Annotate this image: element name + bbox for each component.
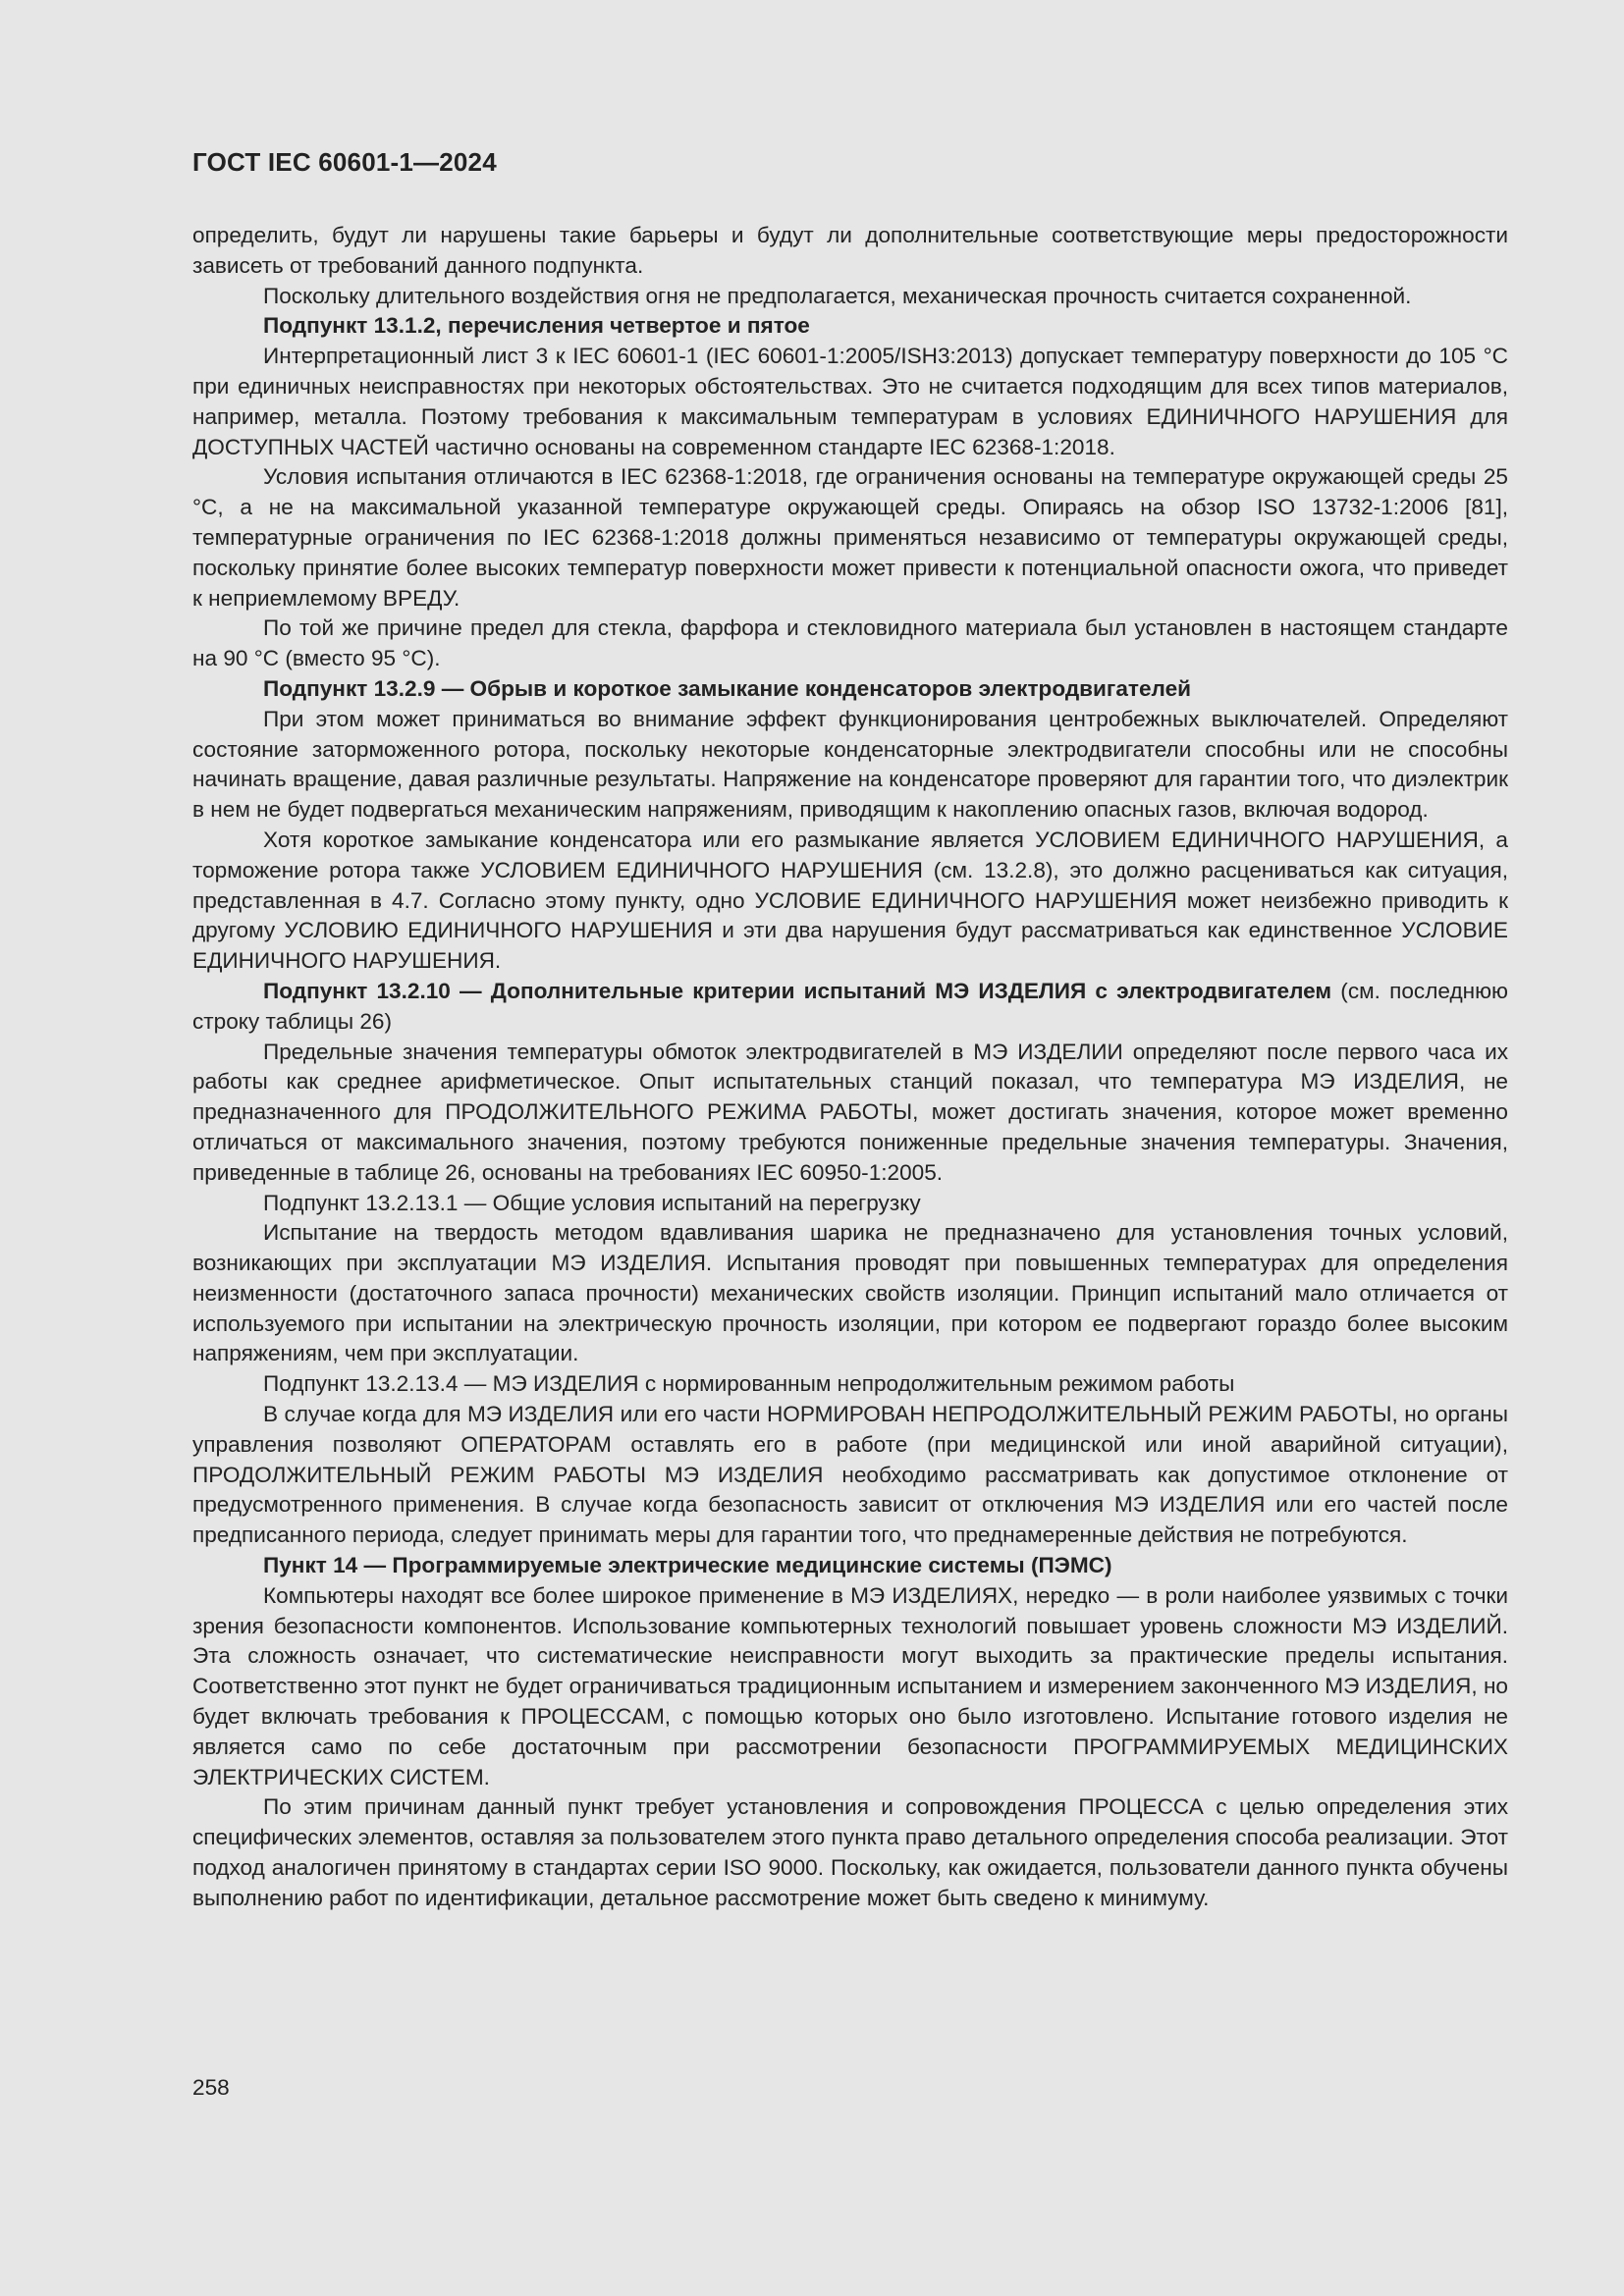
section-heading: Подпункт 13.2.9 — Обрыв и короткое замыкание конденсаторов электродвигателей	[263, 675, 1192, 701]
document-body	[192, 221, 1508, 1914]
section-heading: Подпункт 13.1.2, перечисления четвертое и пятое	[263, 313, 810, 339]
paragraph: Поскольку длительного воздействия огня не предполагается, механическая прочность считается сохраненной.	[263, 283, 1412, 308]
paragraph: Хотя короткое замыкание конденсатора или его размыкание является УСЛОВИЕМ ЕДИНИЧНОГО НАРУШЕНИЯ, а торможение ротора также УСЛОВИЕМ ЕДИНИЧНОГО НАРУШЕНИЯ (см. 13.2.8), это должно расцениваться как ситуация, представленная в 4.7. Согласно этому пункту, одно УСЛОВИЕ ЕДИНИЧНОГО НАРУШЕНИЯ может неизбежно приводить к другому УСЛОВИЮ ЕДИНИЧНОГО НАРУШЕНИЯ и эти два нарушения будут рассматриваться как единственное УСЛОВИЕ ЕДИНИЧНОГО НАРУШЕНИЯ.	[192, 827, 1508, 974]
section-heading	[192, 977, 1508, 1038]
paragraph: определить, будут ли нарушены такие барьеры и будут ли дополнительные соответствующие меры предосторожности зависеть от требований данного подпункта.	[192, 223, 1508, 278]
section-heading-text: Подпункт 13.2.10 — Дополнительные критерии испытаний МЭ ИЗДЕЛИЯ с электродвигателем	[263, 978, 1332, 1003]
paragraph: Испытание на твердость методом вдавливания шарика не предназначено для установления точных условий, возникающих при эксплуатации МЭ ИЗДЕЛИЯ. Испытания проводят при повышенных температурах для определения неизменности (достаточного запаса прочности) механических свойств изоляции. Принцип испытаний мало отличается от используемого при испытании на электрическую прочность изоляции, при котором ее подвергают гораздо более высоким напряжениям, чем при эксплуатации.	[192, 1220, 1508, 1366]
paragraph: По этим причинам данный пункт требует установления и сопровождения ПРОЦЕССА с целью определения этих специфических элементов, оставляя за пользователем этого пункта право детального определения способа реализации. Этот подход аналогичен принятому в стандартах серии ISO 9000. Поскольку, как ожидается, пользователи данного пункта обучены выполнению работ по идентификации, детальное рассмотрение может быть сведено к минимуму.	[192, 1794, 1508, 1910]
document-header: ГОСТ IEC 60601-1—2024	[192, 147, 497, 177]
paragraph: Интерпретационный лист 3 к IEC 60601-1 (IEC 60601-1:2005/ISH3:2013) допускает температуру поверхности до 105 °С при единичных неисправностях при некоторых обстоятельствах. Это не считается подходящим для всех типов материалов, например, металла. Поэтому требования к максимальным температурам в условиях ЕДИНИЧНОГО НАРУШЕНИЯ для ДОСТУПНЫХ ЧАСТЕЙ частично основаны на современном стандарте IEC 62368-1:2018.	[192, 344, 1508, 459]
paragraph: В случае когда для МЭ ИЗДЕЛИЯ или его части НОРМИРОВАН НЕПРОДОЛЖИТЕЛЬНЫЙ РЕЖИМ РАБОТЫ, но органы управления позволяют ОПЕРАТОРАМ оставлять его в работе (при медицинской или иной аварийной ситуации), ПРОДОЛЖИТЕЛЬНЫЙ РЕЖИМ РАБОТЫ МЭ ИЗДЕЛИЯ необходимо рассматривать как допустимое отклонение от предусмотренного применения. В случае когда безопасность зависит от отключения МЭ ИЗДЕЛИЯ или его частей после предписанного периода, следует принимать меры для гарантии того, что преднамеренные действия не потребуются.	[192, 1402, 1508, 1548]
subsection-heading: Подпункт 13.2.13.4 — МЭ ИЗДЕЛИЯ с нормированным непродолжительным режимом работы	[263, 1371, 1235, 1397]
paragraph: Предельные значения температуры обмоток электродвигателей в МЭ ИЗДЕЛИИ определяют после первого часа их работы как среднее арифметическое. Опыт испытательных станций показал, что температура МЭ ИЗДЕЛИЯ, не предназначенного для ПРОДОЛЖИТЕЛЬНОГО РЕЖИМА РАБОТЫ, может достигать значения, которое может временно отличаться от максимального значения, поэтому требуются пониженные предельные значения температуры. Значения, приведенные в таблице 26, основаны на требованиях IEC 60950-1:2005.	[192, 1039, 1508, 1185]
subsection-heading: Подпункт 13.2.13.1 — Общие условия испытаний на перегрузку	[263, 1190, 921, 1215]
paragraph: Условия испытания отличаются в IEC 62368-1:2018, где ограничения основаны на температуре окружающей среды 25 °С, а не на максимальной указанной температуре окружающей среды. Опираясь на обзор ISO 13732-1:2006 [81], температурные ограничения по IEC 62368-1:2018 должны применяться независимо от температуры окружающей среды, поскольку принятие более высоких температур поверхности может привести к потенциальной опасности ожога, что приведет к неприемлемому ВРЕДУ.	[192, 464, 1508, 611]
paragraph: По той же причине предел для стекла, фарфора и стекловидного материала был установлен в настоящем стандарте на 90 °С (вместо 95 °С).	[192, 615, 1508, 671]
page-number: 258	[192, 2075, 230, 2100]
section-heading-note: (см. последнюю строку таблицы 26)	[192, 978, 1508, 1034]
paragraph: При этом может приниматься во внимание эффект функционирования центробежных выключателей. Определяют состояние заторможенного ротора, поскольку некоторые конденсаторные электродвигатели способны или не способны начинать вращение, давая различные результаты. Напряжение на конденсаторе проверяют для гарантии того, что диэлектрик в нем не будет подвергаться механическим напряжениям, приводящим к накоплению опасных газов, включая водород.	[192, 706, 1508, 823]
section-heading: Пункт 14 — Программируемые электрические медицинские системы (ПЭМС)	[263, 1553, 1112, 1578]
paragraph: Компьютеры находят все более широкое применение в МЭ ИЗДЕЛИЯХ, нередко — в роли наиболее уязвимых с точки зрения безопасности компонентов. Использование компьютерных технологий повышает уровень сложности МЭ ИЗДЕЛИЙ. Эта сложность означает, что систематические неисправности могут выходить за практические пределы испытания. Соответственно этот пункт не будет ограничиваться традиционным испытанием и измерением законченного МЭ ИЗДЕЛИЯ, но будет включать требования к ПРОЦЕССАМ, с помощью которых оно было изготовлено. Испытание готового изделия не является само по себе достаточным при рассмотрении безопасности ПРОГРАММИРУЕМЫХ МЕДИЦИНСКИХ ЭЛЕКТРИЧЕСКИХ СИСТЕМ.	[192, 1582, 1508, 1789]
